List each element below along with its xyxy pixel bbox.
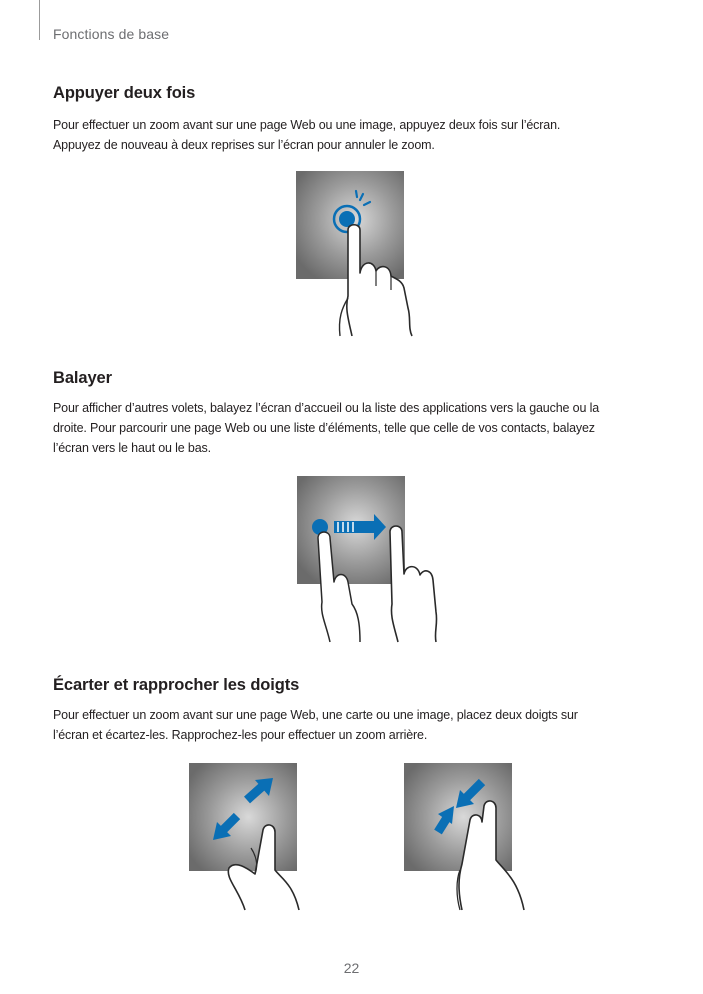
double-tap-illustration — [290, 168, 430, 338]
screen-panel — [189, 763, 297, 871]
section-title-swipe: Balayer — [53, 369, 112, 387]
text-line: droite. Pour parcourir une page Web ou une liste d’éléments, telle que celle de vos contacts, balayez — [53, 421, 595, 435]
swipe-arrow-shaft — [334, 521, 374, 533]
section-text-pinch — [53, 705, 653, 745]
section-title-double-tap: Appuyer deux fois — [53, 84, 196, 102]
page-number: 22 — [343, 960, 360, 976]
text-line: Pour effectuer un zoom avant sur une page Web ou une image, appuyez deux fois sur l’écran. — [53, 118, 561, 132]
hand-icon — [390, 526, 437, 642]
section-title-pinch: Écarter et rapprocher les doigts — [53, 676, 300, 694]
section-text-double-tap — [53, 115, 653, 155]
text-line: l’écran vers le haut ou le bas. — [53, 441, 211, 455]
text-line: l’écran et écartez-les. Rapprochez-les pour effectuer un zoom arrière. — [53, 728, 428, 742]
running-header: Fonctions de base — [53, 26, 170, 42]
pinch-illustration — [400, 760, 550, 912]
section-text-swipe — [53, 398, 653, 458]
text-line: Pour effectuer un zoom avant sur une page Web, une carte ou une image, placez deux doigts sur — [53, 708, 578, 722]
swipe-illustration — [290, 474, 440, 646]
text-line: Pour afficher d’autres volets, balayez l’écran d’accueil ou la liste des applications vers la gauche ou la — [53, 401, 599, 415]
spread-illustration — [185, 760, 335, 912]
text-line: Appuyez de nouveau à deux reprises sur l’écran pour annuler le zoom. — [53, 138, 435, 152]
header-rule — [39, 0, 40, 40]
